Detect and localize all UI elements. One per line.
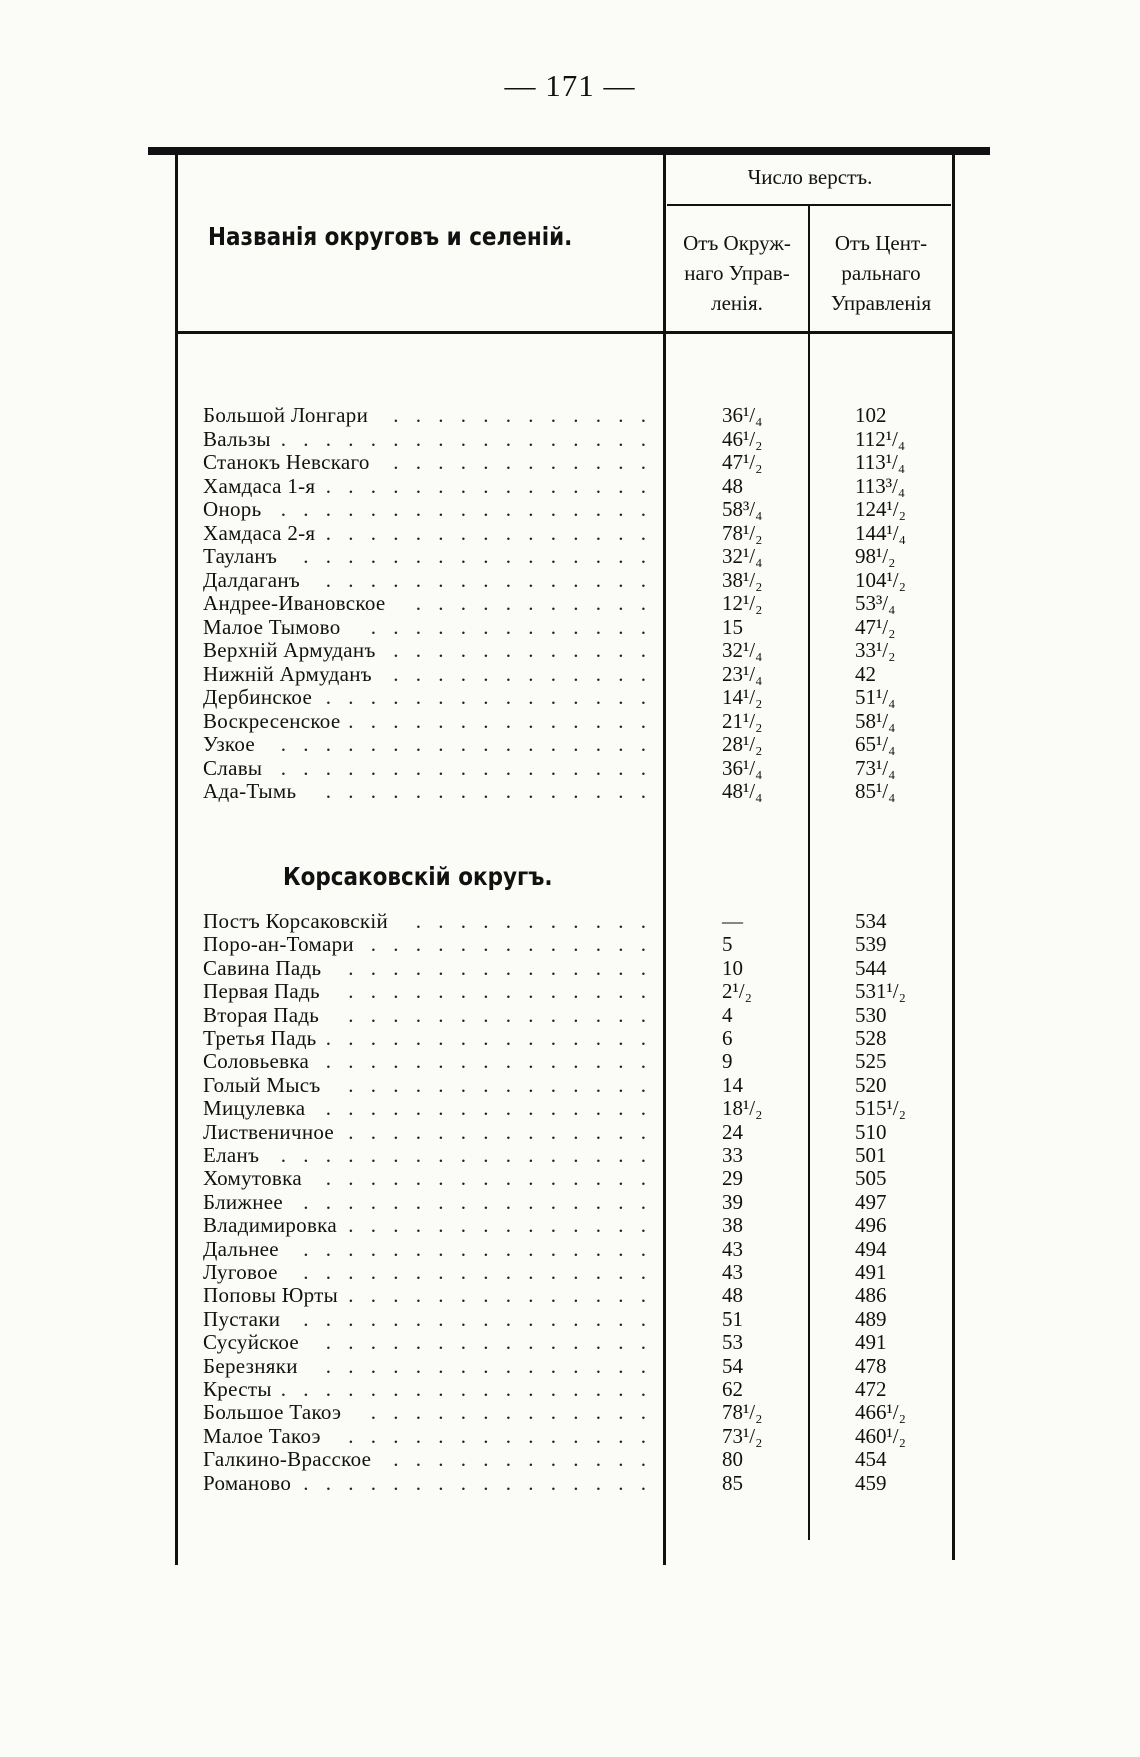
leader-dots: . . . . . . . . . . . . . . <box>348 1213 652 1238</box>
page-number: — 171 — <box>504 68 636 103</box>
leader-dots: . . . . . . . . . . . . . . . . <box>303 1470 652 1495</box>
distance-from-central: 494 <box>855 1236 887 1261</box>
settlement-name: Лиственичное <box>203 1119 335 1144</box>
distance-from-central: 520 <box>855 1072 887 1097</box>
distance-from-district: 33 <box>722 1143 743 1167</box>
distance-from-district: 62 <box>722 1377 743 1401</box>
distance-from-central: 525 <box>855 1049 887 1074</box>
table-row <box>0 1097 1140 1120</box>
distance-from-central: 124¹/₂ <box>855 497 906 521</box>
distance-from-central: 544 <box>855 955 887 980</box>
table-row <box>0 592 1140 615</box>
distance-from-central: 489 <box>855 1306 887 1331</box>
distance-from-district: 48¹/₄ <box>722 779 763 803</box>
table-row <box>0 910 1140 933</box>
settlement-name: Соловьевка <box>203 1049 310 1074</box>
settlement-name: Кресты <box>203 1377 272 1401</box>
distance-from-district: 78¹/₂ <box>722 520 763 545</box>
distance-from-central: 515¹/₂ <box>855 1096 906 1121</box>
table-row <box>0 1074 1140 1097</box>
settlement-name: Малое Такоэ <box>203 1423 321 1448</box>
leader-dots: . . . . . . . . . . . . . . . <box>325 1166 652 1191</box>
distance-from-district: 51 <box>722 1306 743 1331</box>
distance-from-district: 78¹/₂ <box>722 1400 763 1425</box>
header-names: Названія округовъ и селеній. <box>208 222 573 251</box>
table-row <box>0 1401 1140 1424</box>
leader-dots: . . . . . . . . . . . . . . . <box>325 1026 652 1050</box>
distance-from-district: 43 <box>722 1236 743 1261</box>
table-row <box>0 1355 1140 1378</box>
settlement-name: Большой Лонгари <box>203 403 369 427</box>
distance-from-central: 491 <box>855 1260 887 1284</box>
leader-dots: . . . . . . . . . . . . . <box>370 614 652 639</box>
distance-from-district: 6 <box>722 1026 733 1050</box>
header-col2 <box>810 228 952 318</box>
table-row <box>0 639 1140 662</box>
table-row <box>0 1050 1140 1073</box>
distance-from-district: 18¹/₂ <box>722 1096 763 1121</box>
table-row <box>0 1027 1140 1050</box>
header-col1 <box>666 228 808 318</box>
settlement-name: Большое Такоэ <box>203 1400 342 1425</box>
leader-dots: . . . . . . . . . . . . . . . . . <box>280 732 652 756</box>
settlement-name: Узкое <box>203 732 256 756</box>
distance-from-district: 14¹/₂ <box>722 685 763 709</box>
distance-from-central: 104¹/₂ <box>855 567 906 592</box>
table-row <box>0 569 1140 592</box>
leader-dots: . . . . . . . . . . . . . . . <box>325 567 652 592</box>
settlement-name: Нижній Армуданъ <box>203 661 372 686</box>
settlement-name: Станокъ Невскаго <box>203 450 370 474</box>
distance-from-central: 113³/₄ <box>855 473 906 498</box>
distance-from-central: 58¹/₄ <box>855 708 896 733</box>
leader-dots: . . . . . . . . . . . . . . . . . <box>280 497 652 521</box>
distance-from-district: 32¹/₄ <box>722 544 763 568</box>
distance-from-central: 534 <box>855 909 887 933</box>
distance-from-district: 85 <box>722 1470 743 1495</box>
distance-from-central: 42 <box>855 661 876 686</box>
settlement-name: Поро-ан-Томари <box>203 932 354 957</box>
distance-from-district: 2¹/₂ <box>722 979 752 1004</box>
table-row <box>0 757 1140 780</box>
distance-from-district: 80 <box>722 1447 743 1472</box>
header-verst: Число верстъ. <box>747 165 873 189</box>
leader-dots: . . . . . . . . . . . . . . . . . <box>280 755 652 780</box>
settlement-name: Славы <box>203 755 263 780</box>
verst-underline <box>667 204 951 206</box>
leader-dots: . . . . . . . . . . . . . . . <box>325 1096 652 1121</box>
table-row <box>0 933 1140 956</box>
distance-from-district: 10 <box>722 955 743 980</box>
settlement-name: Тауланъ <box>203 544 278 568</box>
distance-from-district: 23¹/₄ <box>722 661 763 686</box>
header-col2-line: ральнаго <box>841 261 921 285</box>
leader-dots: . . . . . . . . . . . . . <box>370 932 652 957</box>
leader-dots: . . . . . . . . . . . . <box>393 403 652 427</box>
distance-from-central: 497 <box>855 1189 887 1214</box>
leader-dots: . . . . . . . . . . . . <box>393 661 652 686</box>
distance-from-central: 510 <box>855 1119 887 1144</box>
table-row <box>0 710 1140 733</box>
leader-dots: . . . . . . . . . . . . . . <box>348 708 652 733</box>
settlement-name: Пустаки <box>203 1306 281 1331</box>
leader-dots: . . . . . . . . . . . . <box>393 450 652 474</box>
distance-from-district: 38¹/₂ <box>722 567 763 592</box>
distance-from-central: 486 <box>855 1283 887 1308</box>
table-row <box>0 780 1140 803</box>
distance-from-district: 9 <box>722 1049 733 1074</box>
header-col2-line: Отъ Цент- <box>834 231 928 255</box>
settlement-name: Дальнее <box>203 1236 279 1261</box>
leader-dots: . . . . . . . . . . . . . . . . <box>303 1306 652 1331</box>
table-row <box>0 733 1140 756</box>
table-row <box>0 1425 1140 1448</box>
table-row <box>0 1004 1140 1027</box>
leader-dots: . . . . . . . . . . . . . . . <box>325 1049 652 1074</box>
table-row <box>0 957 1140 980</box>
distance-from-district: 12¹/₂ <box>722 591 763 615</box>
distance-from-central: 98¹/₂ <box>855 544 896 568</box>
leader-dots: . . . . . . . . . . . . . . . . <box>303 544 652 568</box>
table-row <box>0 545 1140 568</box>
distance-from-district: 48 <box>722 1283 743 1308</box>
leader-dots: . . . . . . . . . . . . . . . <box>325 779 652 803</box>
top-rule <box>148 147 990 155</box>
table-row <box>0 1214 1140 1237</box>
distance-from-central: 102 <box>855 403 887 427</box>
distance-from-central: 65¹/₄ <box>855 732 896 756</box>
settlement-name: Воскресенское <box>203 708 341 733</box>
distance-from-central: 539 <box>855 932 887 957</box>
table-row <box>0 1378 1140 1401</box>
distance-from-district: 5 <box>722 932 733 957</box>
distance-from-district: 29 <box>722 1166 743 1191</box>
settlement-name: Ада-Тымь <box>203 779 297 803</box>
section-heading: Корсаковскій округъ. <box>283 862 553 891</box>
table-row <box>0 980 1140 1003</box>
settlement-name: Онорь <box>203 497 262 521</box>
header-bottom-rule <box>178 331 952 334</box>
leader-dots: . . . . . . . . . . . . . . . . . <box>280 1143 652 1167</box>
distance-from-district: 47¹/₂ <box>722 450 763 474</box>
distance-from-district: 36¹/₄ <box>722 403 763 427</box>
settlement-name: Хамдаса 2-я <box>203 520 316 545</box>
distance-from-central: 85¹/₄ <box>855 779 896 803</box>
table-row <box>0 1284 1140 1307</box>
header-col1-line: наго Управ- <box>684 261 790 285</box>
distance-from-district: 38 <box>722 1213 743 1238</box>
leader-dots: . . . . . . . . . . . . . . . . <box>303 1236 652 1261</box>
leader-dots: . . . . . . . . . . . . <box>393 1447 652 1472</box>
distance-from-central: 531¹/₂ <box>855 979 906 1004</box>
distance-from-central: 47¹/₂ <box>855 614 896 639</box>
settlement-name: Луговое <box>203 1260 278 1284</box>
leader-dots: . . . . . . . . . . . <box>415 909 652 933</box>
header-col1-line: ленія. <box>711 291 763 315</box>
distance-from-central: 460¹/₂ <box>855 1423 906 1448</box>
table-row <box>0 686 1140 709</box>
distance-from-district: 58³/₄ <box>722 497 763 521</box>
distance-from-central: 466¹/₂ <box>855 1400 906 1425</box>
distance-from-central: 528 <box>855 1026 887 1050</box>
table-row <box>0 1144 1140 1167</box>
leader-dots: . . . . . . . . . . . . . . <box>348 955 652 980</box>
settlement-name: Верхній Армуданъ <box>203 638 376 662</box>
settlement-name: Хамдаса 1-я <box>203 473 316 498</box>
table-row <box>0 1238 1140 1261</box>
table-row <box>0 475 1140 498</box>
distance-from-district: — <box>722 909 743 933</box>
leader-dots: . . . . . . . . . . . . . . . <box>325 1330 652 1355</box>
distance-from-central: 51¹/₄ <box>855 685 896 709</box>
settlement-name: Савина Падь <box>203 955 322 980</box>
settlement-name: Постъ Корсаковскій <box>203 909 389 933</box>
settlement-name: Третья Падь <box>203 1026 317 1050</box>
table-row <box>0 1448 1140 1471</box>
distance-from-central: 459 <box>855 1470 887 1495</box>
distance-from-district: 39 <box>722 1189 743 1214</box>
settlement-name: Мицулевка <box>203 1096 306 1121</box>
leader-dots: . . . . . . . . . . . . . . <box>348 979 652 1004</box>
distance-from-district: 24 <box>722 1119 743 1144</box>
table-row <box>0 498 1140 521</box>
distance-from-district: 48 <box>722 473 743 498</box>
leader-dots: . . . . . . . . . . . . . . <box>348 1119 652 1144</box>
distance-from-central: 496 <box>855 1213 887 1238</box>
distance-from-district: 43 <box>722 1260 743 1284</box>
settlement-name: Поповы Юрты <box>203 1283 339 1308</box>
table-row <box>0 428 1140 451</box>
leader-dots: . . . . . . . . . . . . . . <box>348 1002 652 1027</box>
distance-from-district: 14 <box>722 1072 743 1097</box>
settlement-name: Галкино-Врасское <box>203 1447 372 1472</box>
distance-from-district: 53 <box>722 1330 743 1355</box>
leader-dots: . . . . . . . . . . . . <box>393 638 652 662</box>
distance-from-central: 472 <box>855 1377 887 1401</box>
table-row <box>0 1472 1140 1495</box>
header-col2-line: Управленія <box>830 291 932 315</box>
settlement-name: Вторая Падь <box>203 1002 320 1027</box>
leader-dots: . . . . . . . . . . . . . . <box>348 1423 652 1448</box>
settlement-name: Романово <box>203 1470 292 1495</box>
table-row <box>0 1261 1140 1284</box>
distance-from-district: 21¹/₂ <box>722 708 763 733</box>
settlement-name: Голый Мысъ <box>203 1072 321 1097</box>
leader-dots: . . . . . . . . . . . . . . . . . <box>280 426 652 451</box>
settlement-name: Дербинское <box>203 685 313 709</box>
header-col1-line: Отъ Окруж- <box>683 231 791 255</box>
leader-dots: . . . . . . . . . . . . . . . <box>325 520 652 545</box>
distance-from-central: 501 <box>855 1143 887 1167</box>
leader-dots: . . . . . . . . . . . <box>415 591 652 615</box>
settlement-name: Далдаганъ <box>203 567 301 592</box>
distance-from-district: 54 <box>722 1353 743 1378</box>
table-row <box>0 616 1140 639</box>
distance-from-central: 144¹/₄ <box>855 520 906 545</box>
settlement-name: Малое Тымово <box>203 614 341 639</box>
leader-dots: . . . . . . . . . . . . . . . <box>325 473 652 498</box>
distance-from-central: 73¹/₄ <box>855 755 896 780</box>
distance-from-district: 4 <box>722 1002 733 1027</box>
distance-from-central: 112¹/₄ <box>855 426 906 451</box>
settlement-name: Березняки <box>203 1353 298 1378</box>
table-row <box>0 1191 1140 1214</box>
leader-dots: . . . . . . . . . . . . . . . . <box>303 1260 652 1284</box>
distance-from-central: 454 <box>855 1447 887 1472</box>
distance-from-central: 113¹/₄ <box>855 450 906 474</box>
distance-from-central: 505 <box>855 1166 887 1191</box>
distance-from-district: 15 <box>722 614 743 639</box>
distance-from-district: 36¹/₄ <box>722 755 763 780</box>
table-row <box>0 1331 1140 1354</box>
settlement-name: Первая Падь <box>203 979 320 1004</box>
leader-dots: . . . . . . . . . . . . . . <box>348 1072 652 1097</box>
table-row <box>0 404 1140 427</box>
settlement-name: Сусуйское <box>203 1330 300 1355</box>
leader-dots: . . . . . . . . . . . . . . . <box>325 685 652 709</box>
table-row <box>0 1308 1140 1331</box>
table-row <box>0 522 1140 545</box>
leader-dots: . . . . . . . . . . . . . . . . <box>303 1189 652 1214</box>
table-row <box>0 1167 1140 1190</box>
table-row <box>0 451 1140 474</box>
leader-dots: . . . . . . . . . . . . . . <box>348 1283 652 1308</box>
settlement-name: Вальзы <box>203 426 271 451</box>
distance-from-central: 530 <box>855 1002 887 1027</box>
distance-from-central: 33¹/₂ <box>855 638 896 662</box>
settlement-name: Хомутовка <box>203 1166 302 1191</box>
leader-dots: . . . . . . . . . . . . . . . . . <box>280 1377 652 1401</box>
distance-from-central: 491 <box>855 1330 887 1355</box>
table-row <box>0 663 1140 686</box>
leader-dots: . . . . . . . . . . . . . <box>370 1400 652 1425</box>
settlement-name: Андрее-Ивановское <box>203 591 386 615</box>
distance-from-district: 28¹/₂ <box>722 732 763 756</box>
distance-from-district: 32¹/₄ <box>722 638 763 662</box>
distance-from-central: 478 <box>855 1353 887 1378</box>
leader-dots: . . . . . . . . . . . . . . . <box>325 1353 652 1378</box>
distance-from-district: 46¹/₂ <box>722 426 763 451</box>
table-row <box>0 1121 1140 1144</box>
distance-from-central: 53³/₄ <box>855 591 896 615</box>
settlement-name: Еланъ <box>203 1143 260 1167</box>
settlement-name: Ближнее <box>203 1189 283 1214</box>
settlement-name: Владимировка <box>203 1213 337 1238</box>
distance-from-district: 73¹/₂ <box>722 1423 763 1448</box>
